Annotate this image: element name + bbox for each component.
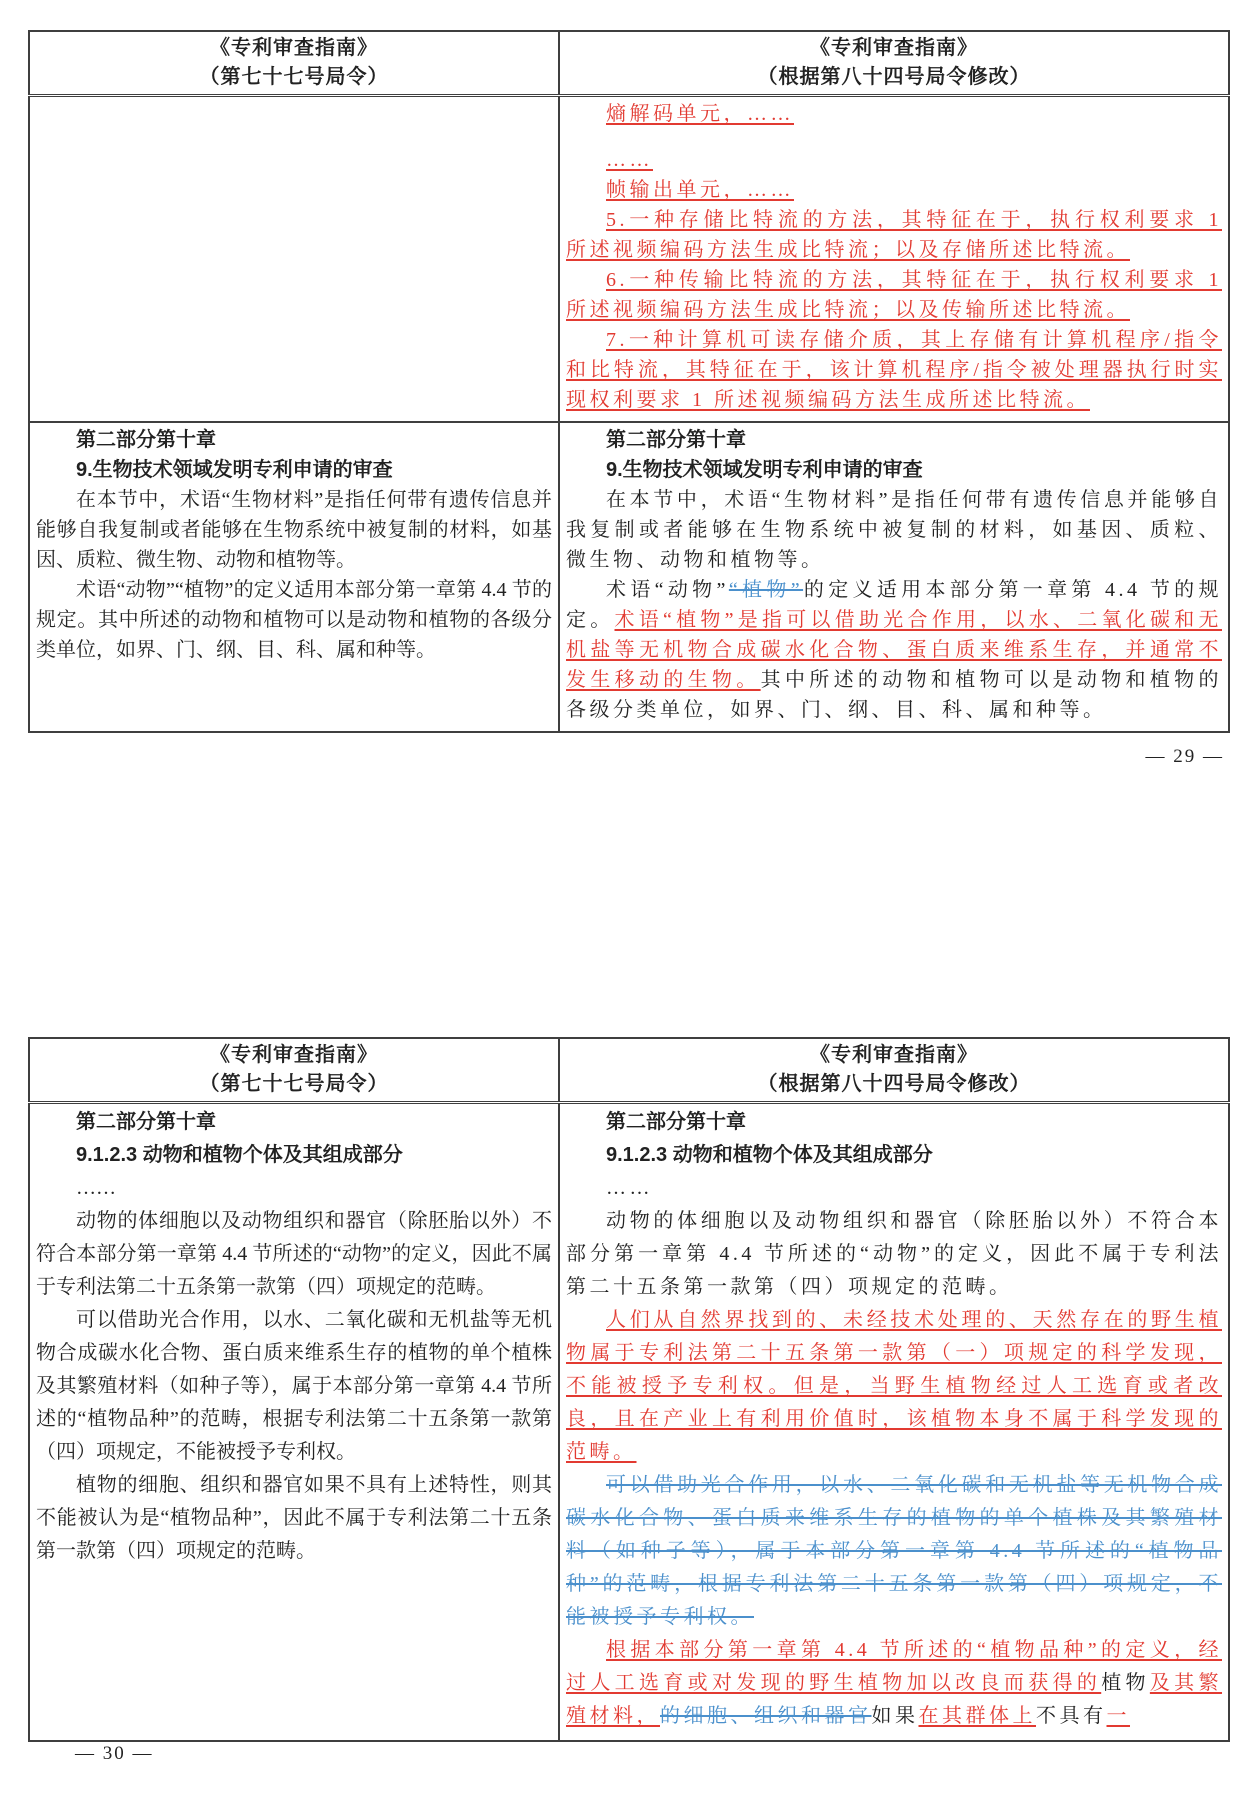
- header-new-version: [559, 31, 1229, 96]
- paragraph: [566, 575, 1222, 725]
- deleted-text: 的细胞、组织和器官: [660, 1705, 872, 1727]
- header-title: 《专利审查指南》: [810, 37, 978, 59]
- header-subtitle: （根据第八十四号局令修改）: [757, 66, 1031, 88]
- header-old-version: [29, 1038, 559, 1103]
- paragraph: [566, 175, 1222, 205]
- paragraph: [566, 485, 1222, 575]
- body-text: 动物的体细胞以及动物组织和器官（除胚胎以外）不符合本部分第一章第 4.4 节所述的“动物”的定义，因此不属于专利法第二十五条第一款第（四）项规定的范畴。: [36, 1210, 552, 1298]
- inserted-text: 7.一种计算机可读存储介质，其上存储有计算机程序/指令和比特流，其特征在于，该计算机程序/指令被处理器执行时实现权利要求 1 所述视频编码方法生成所述比特流。: [566, 329, 1222, 411]
- header-subtitle: （第七十七号局令）: [199, 66, 389, 88]
- paragraph: [36, 1205, 552, 1304]
- inserted-text: 在其群体上: [918, 1705, 1036, 1727]
- comparison-table-page-29: [28, 30, 1230, 733]
- inserted-text: 6.一种传输比特流的方法，其特征在于，执行权利要求 1 所述视频编码方法生成比特流；以及传输所述比特流。: [566, 269, 1222, 321]
- body-text: 第二部分第十章: [76, 1111, 216, 1133]
- paragraph: [566, 1469, 1222, 1634]
- body-text: 在本节中，术语“生物材料”是指任何带有遗传信息并能够自我复制或者能够在生物系统中被复制的材料，如基因、质粒、微生物、动物和植物等。: [566, 489, 1222, 571]
- body-text: 9.1.2.3 动物和植物个体及其组成部分: [606, 1144, 933, 1166]
- new-version-cell: [559, 422, 1229, 732]
- inserted-text: 术语“植物”是指可以借助光合作用，以水、二氧化碳和无机盐等无机物合成碳水化合物、蛋白质来维系生存，并通常不发生移动的生物。: [566, 609, 1222, 691]
- body-text: 不具有: [1036, 1705, 1107, 1727]
- paragraph: [566, 1205, 1222, 1304]
- section-heading: [36, 1139, 552, 1172]
- table-row: [29, 422, 1229, 732]
- section-heading: [36, 455, 552, 485]
- body-text: 在本节中，术语“生物材料”是指任何带有遗传信息并能够自我复制或者能够在生物系统中被复制的材料，如基因、质粒、微生物、动物和植物等。: [36, 489, 552, 571]
- paragraph: [566, 99, 1222, 129]
- paragraph: [566, 325, 1222, 415]
- page-number-30: — 30 —: [75, 1743, 154, 1764]
- body-text: 9.生物技术领域发明专利申请的审查: [76, 459, 393, 481]
- header-title: 《专利审查指南》: [210, 1044, 378, 1066]
- body-text: 的定义适用本部分第一章第 4.4 节的规定。: [566, 579, 1222, 631]
- deleted-text: “植物”: [728, 579, 804, 601]
- table-row: [29, 1103, 1229, 1741]
- section-heading: [36, 425, 552, 455]
- paragraph: [36, 1304, 552, 1469]
- body-text: 第二部分第十章: [606, 1111, 746, 1133]
- table-header-row: [29, 1038, 1229, 1103]
- paragraph: [36, 575, 552, 665]
- paragraph: [566, 145, 1222, 175]
- table-header-row: [29, 31, 1229, 96]
- body-text: ……: [76, 1177, 116, 1199]
- paragraph: [36, 1469, 552, 1568]
- old-version-cell: [29, 96, 559, 423]
- inserted-text: 根据本部分第一章第 4.4 节所述的“植物品种”的定义，经过人工选育或对发现的野生植物加以改良而获得的: [566, 1639, 1222, 1694]
- body-text: 植物: [1101, 1672, 1150, 1694]
- inserted-text: 5.一种存储比特流的方法，其特征在于，执行权利要求 1 所述视频编码方法生成比特流；以及存储所述比特流。: [566, 209, 1222, 261]
- body-text: 第二部分第十章: [76, 429, 216, 451]
- inserted-text: 熵解码单元，……: [606, 103, 794, 125]
- section-heading: [36, 1106, 552, 1139]
- inserted-text: 帧输出单元，……: [606, 179, 794, 201]
- body-text: 术语“动物”“植物”的定义适用本部分第一章第 4.4 节的规定。其中所述的动物和植物可以是动物和植物的各级分类单位，如界、门、纲、目、科、属和种等。: [36, 579, 552, 661]
- header-title: 《专利审查指南》: [210, 37, 378, 59]
- header-subtitle: （根据第八十四号局令修改）: [757, 1073, 1031, 1095]
- paragraph: [36, 1172, 552, 1205]
- paragraph: [566, 1304, 1222, 1469]
- paragraph: [566, 1634, 1222, 1733]
- table-row: [29, 96, 1229, 423]
- section-heading: [566, 1139, 1222, 1172]
- body-text: ……: [606, 1177, 653, 1199]
- body-text: 可以借助光合作用，以水、二氧化碳和无机盐等无机物合成碳水化合物、蛋白质来维系生存的植物的单个植株及其繁殖材料（如种子等），属于本部分第一章第 4.4 节所述的“植物品种”的范畴，根据专利法第二十五条第一款第（四）项规定，不能被授予专利权。: [36, 1309, 552, 1463]
- header-subtitle: （第七十七号局令）: [199, 1073, 389, 1095]
- old-version-cell: [29, 1103, 559, 1741]
- paragraph: [566, 205, 1222, 265]
- inserted-text: ……: [606, 149, 653, 171]
- deleted-text: 可以借助光合作用，以水、二氧化碳和无机盐等无机物合成碳水化合物、蛋白质来维系生存的植物的单个植株及其繁殖材料（如种子等），属于本部分第一章第 4.4 节所述的“植物品种”的范畴，根据专利法第二十五条第一款第（四）项规定，不能被授予专利权。: [566, 1474, 1222, 1628]
- header-new-version: [559, 1038, 1229, 1103]
- body-text: 第二部分第十章: [606, 429, 746, 451]
- blank-line: [566, 129, 1222, 145]
- body-text: 术语“动物”: [606, 579, 729, 601]
- old-version-cell: [29, 422, 559, 732]
- body-text: 植物的细胞、组织和器官如果不具有上述特性，则其不能被认为是“植物品种”，因此不属于专利法第二十五条第一款第（四）项规定的范畴。: [36, 1474, 552, 1562]
- inserted-text: 人们从自然界找到的、未经技术处理的、天然存在的野生植物属于专利法第二十五条第一款第（一）项规定的科学发现，不能被授予专利权。但是，当野生植物经过人工选育或者改良，且在产业上有利用价值时，该植物本身不属于科学发现的范畴。: [566, 1309, 1222, 1463]
- inserted-text: 一: [1106, 1705, 1130, 1727]
- paragraph: [566, 265, 1222, 325]
- body-text: 9.生物技术领域发明专利申请的审查: [606, 459, 923, 481]
- section-heading: [566, 1106, 1222, 1139]
- header-old-version: [29, 31, 559, 96]
- new-version-cell: [559, 96, 1229, 423]
- section-heading: [566, 425, 1222, 455]
- page-number-29: — 29 —: [1145, 746, 1224, 767]
- section-heading: [566, 455, 1222, 485]
- body-text: 如果: [871, 1705, 919, 1727]
- body-text: 动物的体细胞以及动物组织和器官（除胚胎以外）不符合本部分第一章第 4.4 节所述的“动物”的定义，因此不属于专利法第二十五条第一款第（四）项规定的范畴。: [566, 1210, 1222, 1298]
- body-text: 9.1.2.3 动物和植物个体及其组成部分: [76, 1144, 403, 1166]
- new-version-cell: [559, 1103, 1229, 1741]
- comparison-table-page-30: [28, 1037, 1230, 1742]
- header-title: 《专利审查指南》: [810, 1044, 978, 1066]
- paragraph: [566, 1172, 1222, 1205]
- body-text: 其中所述的动物和植物可以是动物和植物的各级分类单位，如界、门、纲、目、科、属和种等。: [566, 669, 1223, 721]
- paragraph: [36, 485, 552, 575]
- inserted-text: 及其繁殖材料，: [566, 1672, 1223, 1727]
